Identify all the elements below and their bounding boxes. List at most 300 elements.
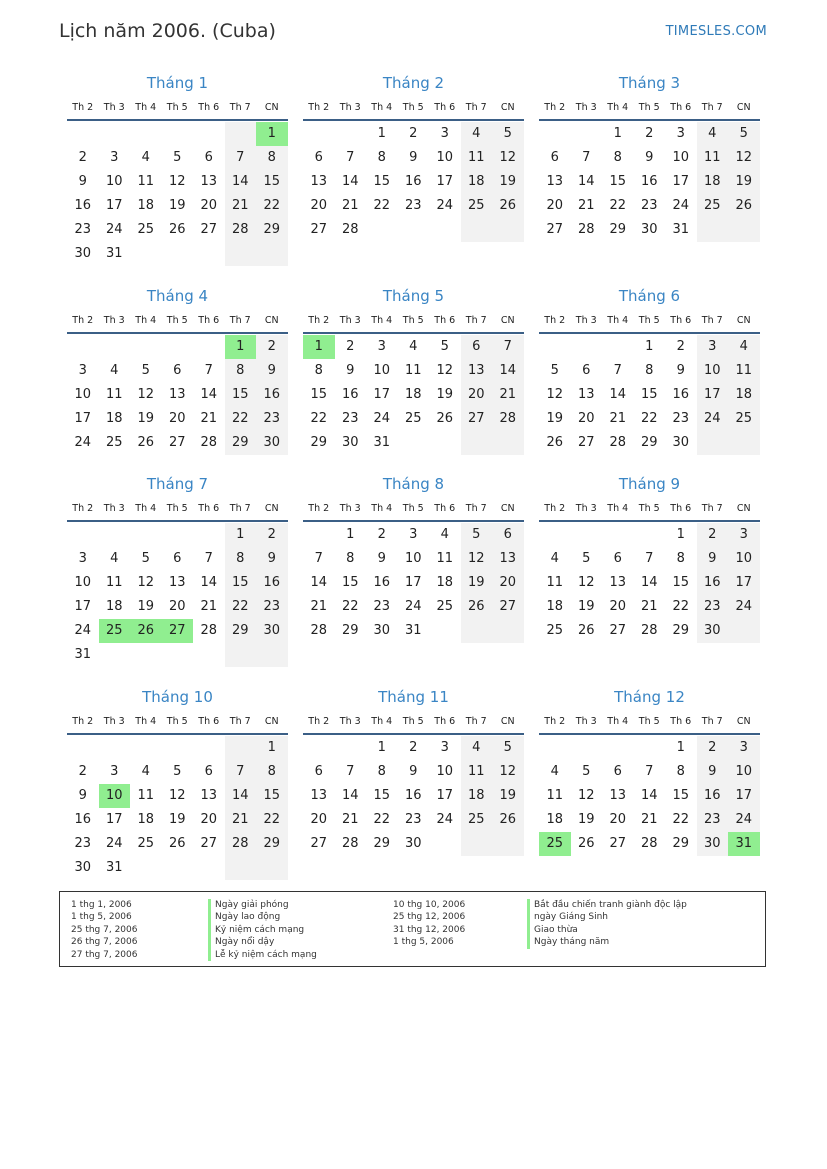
day-cell[interactable]: 7 (225, 760, 257, 784)
day-cell[interactable]: 6 (582, 363, 591, 378)
day-cell[interactable]: 29 (672, 836, 690, 851)
day-cell[interactable]: 4 (110, 363, 119, 378)
day-cell[interactable]: 14 (577, 174, 595, 189)
day-cell[interactable]: 22 (256, 194, 288, 218)
day-cell[interactable]: 13 (200, 788, 218, 803)
day-cell[interactable]: 14 (341, 788, 359, 803)
day-cell[interactable]: 11 (461, 760, 493, 784)
day-cell[interactable]: 14 (640, 788, 658, 803)
day-cell[interactable]: 11 (105, 575, 123, 590)
day-cell[interactable]: 14 (640, 575, 658, 590)
day-cell[interactable]: 15 (256, 784, 288, 808)
day-cell[interactable]: 5 (173, 150, 182, 165)
day-cell[interactable]: 15 (225, 383, 257, 407)
day-cell[interactable]: 18 (546, 812, 564, 827)
day-cell[interactable]: 27 (310, 222, 328, 237)
day-cell[interactable]: 20 (310, 812, 328, 827)
day-cell[interactable]: 8 (676, 764, 685, 779)
day-cell[interactable]: 9 (409, 764, 418, 779)
day-cell[interactable]: 28 (492, 407, 524, 431)
day-cell[interactable]: 26 (436, 411, 454, 426)
day-cell[interactable]: 17 (74, 411, 92, 426)
day-cell[interactable]: 9 (645, 150, 654, 165)
day-cell[interactable]: 12 (577, 788, 595, 803)
day-cell[interactable]: 2 (78, 764, 87, 779)
day-cell[interactable]: 26 (577, 836, 595, 851)
day-cell[interactable]: 3 (440, 126, 449, 141)
day-cell[interactable]: 26 (461, 595, 493, 619)
day-cell[interactable]: 18 (105, 599, 123, 614)
day-cell[interactable]: 17 (373, 387, 391, 402)
day-cell[interactable]: 22 (225, 595, 257, 619)
day-cell[interactable]: 7 (225, 146, 257, 170)
day-cell[interactable]: 5 (492, 122, 524, 146)
day-cell[interactable]: 13 (168, 575, 186, 590)
day-cell[interactable]: 15 (373, 174, 391, 189)
day-cell[interactable]: 28 (225, 218, 257, 242)
day-cell[interactable]: 26 (168, 222, 186, 237)
day-cell[interactable]: 30 (640, 222, 658, 237)
day-cell[interactable]: 1 (645, 339, 654, 354)
day-cell[interactable]: 13 (461, 359, 493, 383)
day-cell[interactable]: 21 (341, 812, 359, 827)
day-cell[interactable]: 7 (204, 551, 213, 566)
day-cell[interactable]: 4 (728, 335, 760, 359)
day-cell[interactable]: 31 (105, 860, 123, 875)
day-cell[interactable]: 5 (582, 764, 591, 779)
day-cell[interactable]: 2 (256, 335, 288, 359)
day-cell[interactable]: 9 (409, 150, 418, 165)
day-cell[interactable]: 31 (373, 435, 391, 450)
day-cell[interactable]: 14 (310, 575, 328, 590)
day-cell[interactable]: 23 (697, 808, 729, 832)
day-cell[interactable]: 27 (546, 222, 564, 237)
day-cell[interactable]: 16 (256, 383, 288, 407)
day-cell[interactable]: 24 (373, 411, 391, 426)
day-cell[interactable]: 28 (200, 623, 218, 638)
day-cell[interactable]: 7 (204, 363, 213, 378)
day-cell[interactable]: 16 (256, 571, 288, 595)
day-cell[interactable]: 20 (492, 571, 524, 595)
day-cell[interactable]: 27 (609, 623, 627, 638)
day-cell[interactable]: 17 (672, 174, 690, 189)
day-cell[interactable]: 23 (74, 836, 92, 851)
day-cell[interactable]: 9 (78, 174, 87, 189)
day-cell[interactable]: 23 (404, 812, 422, 827)
day-cell[interactable]: 1 (377, 740, 386, 755)
day-cell[interactable]: 29 (640, 435, 658, 450)
day-cell[interactable]: 19 (168, 812, 186, 827)
day-cell[interactable]: 9 (78, 788, 87, 803)
day-cell[interactable]: 8 (676, 551, 685, 566)
day-cell[interactable]: 21 (225, 808, 257, 832)
day-cell[interactable]: 11 (461, 146, 493, 170)
day-cell[interactable]: 23 (256, 595, 288, 619)
day-cell[interactable]: 29 (310, 435, 328, 450)
day-cell[interactable]: 3 (728, 736, 760, 760)
day-cell[interactable]: 11 (436, 551, 454, 566)
day-cell[interactable]: 13 (546, 174, 564, 189)
day-cell[interactable]: 1 (346, 527, 355, 542)
day-cell[interactable]: 10 (672, 150, 690, 165)
day-cell[interactable]: 25 (728, 407, 760, 431)
day-cell[interactable]: 9 (256, 547, 288, 571)
day-cell[interactable]: 31 (404, 623, 422, 638)
day-cell[interactable]: 15 (310, 387, 328, 402)
day-cell[interactable]: 13 (200, 174, 218, 189)
day-cell[interactable]: 25 (697, 194, 729, 218)
day-cell[interactable]: 14 (609, 387, 627, 402)
day-cell[interactable]: 3 (409, 527, 418, 542)
day-cell[interactable]: 19 (461, 571, 493, 595)
day-cell[interactable]: 5 (550, 363, 559, 378)
day-cell[interactable]: 27 (168, 435, 186, 450)
day-cell[interactable]: 26 (728, 194, 760, 218)
day-cell[interactable]: 30 (341, 435, 359, 450)
day-cell[interactable]: 31 (105, 246, 123, 261)
day-cell[interactable]: 18 (546, 599, 564, 614)
day-cell[interactable]: 26 (168, 836, 186, 851)
day-cell[interactable]: 30 (74, 246, 92, 261)
day-cell[interactable]: 30 (373, 623, 391, 638)
day-cell[interactable]: 8 (256, 760, 288, 784)
day-cell[interactable]: 23 (373, 599, 391, 614)
day-cell[interactable]: 22 (225, 407, 257, 431)
day-cell[interactable]: 27 (200, 222, 218, 237)
day-cell[interactable]: 20 (609, 599, 627, 614)
day-cell[interactable]: 17 (105, 812, 123, 827)
day-cell[interactable]: 2 (697, 523, 729, 547)
day-cell[interactable]: 4 (461, 736, 493, 760)
day-cell[interactable]: 19 (577, 812, 595, 827)
day-cell[interactable]: 17 (105, 198, 123, 213)
day-cell[interactable]: 24 (74, 435, 92, 450)
day-cell[interactable]: 26 (577, 623, 595, 638)
day-cell[interactable]: 6 (314, 764, 323, 779)
day-cell[interactable]: 23 (640, 198, 658, 213)
day-cell[interactable]: 31 (728, 832, 760, 856)
day-cell[interactable]: 17 (436, 174, 454, 189)
day-cell[interactable]: 12 (461, 547, 493, 571)
day-cell[interactable]: 21 (225, 194, 257, 218)
day-cell[interactable]: 30 (256, 619, 288, 643)
day-cell[interactable]: 18 (697, 170, 729, 194)
day-cell[interactable]: 23 (697, 595, 729, 619)
day-cell[interactable]: 24 (105, 836, 123, 851)
day-cell[interactable]: 16 (697, 784, 729, 808)
day-cell[interactable]: 15 (640, 387, 658, 402)
day-cell[interactable]: 24 (672, 198, 690, 213)
day-cell[interactable]: 13 (310, 788, 328, 803)
day-cell[interactable]: 24 (728, 595, 760, 619)
day-cell[interactable]: 23 (672, 411, 690, 426)
day-cell[interactable]: 3 (110, 764, 119, 779)
day-cell[interactable]: 22 (256, 808, 288, 832)
day-cell[interactable]: 13 (609, 575, 627, 590)
day-cell[interactable]: 3 (110, 150, 119, 165)
day-cell[interactable]: 20 (168, 599, 186, 614)
day-cell[interactable]: 6 (173, 551, 182, 566)
day-cell[interactable]: 11 (137, 788, 155, 803)
day-cell[interactable]: 6 (461, 335, 493, 359)
day-cell[interactable]: 4 (550, 764, 559, 779)
day-cell[interactable]: 29 (672, 623, 690, 638)
day-cell[interactable]: 3 (728, 523, 760, 547)
day-cell[interactable]: 28 (341, 836, 359, 851)
day-cell[interactable]: 21 (310, 599, 328, 614)
day-cell[interactable]: 6 (204, 764, 213, 779)
day-cell[interactable]: 14 (225, 170, 257, 194)
day-cell[interactable]: 28 (225, 832, 257, 856)
day-cell[interactable]: 16 (74, 812, 92, 827)
day-cell[interactable]: 21 (341, 198, 359, 213)
day-cell[interactable]: 14 (341, 174, 359, 189)
day-cell[interactable]: 20 (200, 812, 218, 827)
day-cell[interactable]: 3 (697, 335, 729, 359)
day-cell[interactable]: 30 (404, 836, 422, 851)
day-cell[interactable]: 9 (377, 551, 386, 566)
day-cell[interactable]: 27 (162, 619, 194, 643)
day-cell[interactable]: 12 (436, 363, 454, 378)
day-cell[interactable]: 9 (697, 760, 729, 784)
day-cell[interactable]: 2 (78, 150, 87, 165)
day-cell[interactable]: 7 (582, 150, 591, 165)
day-cell[interactable]: 1 (303, 335, 335, 359)
day-cell[interactable]: 3 (377, 339, 386, 354)
day-cell[interactable]: 22 (609, 198, 627, 213)
day-cell[interactable]: 25 (539, 832, 571, 856)
day-cell[interactable]: 31 (74, 647, 92, 662)
day-cell[interactable]: 27 (310, 836, 328, 851)
day-cell[interactable]: 12 (546, 387, 564, 402)
day-cell[interactable]: 25 (404, 411, 422, 426)
day-cell[interactable]: 14 (200, 387, 218, 402)
day-cell[interactable]: 5 (141, 363, 150, 378)
day-cell[interactable]: 17 (436, 788, 454, 803)
day-cell[interactable]: 3 (676, 126, 685, 141)
day-cell[interactable]: 1 (256, 736, 288, 760)
day-cell[interactable]: 26 (130, 619, 162, 643)
day-cell[interactable]: 11 (105, 387, 123, 402)
day-cell[interactable]: 17 (697, 383, 729, 407)
day-cell[interactable]: 23 (256, 407, 288, 431)
day-cell[interactable]: 25 (461, 194, 493, 218)
day-cell[interactable]: 10 (728, 760, 760, 784)
day-cell[interactable]: 26 (137, 435, 155, 450)
day-cell[interactable]: 3 (78, 551, 87, 566)
day-cell[interactable]: 5 (582, 551, 591, 566)
day-cell[interactable]: 10 (697, 359, 729, 383)
day-cell[interactable]: 11 (137, 174, 155, 189)
day-cell[interactable]: 19 (168, 198, 186, 213)
day-cell[interactable]: 11 (546, 788, 564, 803)
day-cell[interactable]: 26 (492, 194, 524, 218)
day-cell[interactable]: 12 (168, 788, 186, 803)
day-cell[interactable]: 8 (225, 547, 257, 571)
day-cell[interactable]: 30 (672, 435, 690, 450)
day-cell[interactable]: 16 (672, 387, 690, 402)
day-cell[interactable]: 20 (577, 411, 595, 426)
day-cell[interactable]: 17 (728, 571, 760, 595)
day-cell[interactable]: 24 (728, 808, 760, 832)
day-cell[interactable]: 18 (461, 170, 493, 194)
day-cell[interactable]: 13 (577, 387, 595, 402)
day-cell[interactable]: 13 (310, 174, 328, 189)
day-cell[interactable]: 30 (256, 431, 288, 455)
day-cell[interactable]: 7 (645, 551, 654, 566)
day-cell[interactable]: 10 (99, 784, 131, 808)
day-cell[interactable]: 30 (697, 619, 729, 643)
day-cell[interactable]: 16 (341, 387, 359, 402)
day-cell[interactable]: 27 (577, 435, 595, 450)
day-cell[interactable]: 2 (256, 523, 288, 547)
day-cell[interactable]: 24 (404, 599, 422, 614)
day-cell[interactable]: 20 (461, 383, 493, 407)
day-cell[interactable]: 15 (609, 174, 627, 189)
day-cell[interactable]: 18 (728, 383, 760, 407)
day-cell[interactable]: 4 (550, 551, 559, 566)
day-cell[interactable]: 25 (546, 623, 564, 638)
day-cell[interactable]: 11 (546, 575, 564, 590)
day-cell[interactable]: 9 (256, 359, 288, 383)
day-cell[interactable]: 24 (105, 222, 123, 237)
day-cell[interactable]: 1 (676, 527, 685, 542)
day-cell[interactable]: 18 (404, 387, 422, 402)
day-cell[interactable]: 8 (314, 363, 323, 378)
day-cell[interactable]: 15 (225, 571, 257, 595)
day-cell[interactable]: 27 (609, 836, 627, 851)
day-cell[interactable]: 16 (404, 788, 422, 803)
day-cell[interactable]: 24 (697, 407, 729, 431)
day-cell[interactable]: 17 (728, 784, 760, 808)
day-cell[interactable]: 23 (74, 222, 92, 237)
day-cell[interactable]: 21 (577, 198, 595, 213)
day-cell[interactable]: 20 (310, 198, 328, 213)
day-cell[interactable]: 15 (256, 170, 288, 194)
day-cell[interactable]: 1 (256, 122, 288, 146)
day-cell[interactable]: 22 (373, 198, 391, 213)
day-cell[interactable]: 28 (200, 435, 218, 450)
day-cell[interactable]: 6 (173, 363, 182, 378)
day-cell[interactable]: 30 (697, 832, 729, 856)
day-cell[interactable]: 17 (404, 575, 422, 590)
day-cell[interactable]: 22 (373, 812, 391, 827)
day-cell[interactable]: 10 (74, 387, 92, 402)
day-cell[interactable]: 10 (436, 764, 454, 779)
day-cell[interactable]: 7 (613, 363, 622, 378)
day-cell[interactable]: 29 (373, 836, 391, 851)
day-cell[interactable]: 6 (550, 150, 559, 165)
day-cell[interactable]: 13 (609, 788, 627, 803)
day-cell[interactable]: 25 (137, 836, 155, 851)
day-cell[interactable]: 8 (377, 764, 386, 779)
day-cell[interactable]: 20 (200, 198, 218, 213)
day-cell[interactable]: 18 (436, 575, 454, 590)
day-cell[interactable]: 10 (404, 551, 422, 566)
day-cell[interactable]: 10 (436, 150, 454, 165)
day-cell[interactable]: 12 (137, 575, 155, 590)
day-cell[interactable]: 19 (436, 387, 454, 402)
day-cell[interactable]: 22 (672, 599, 690, 614)
day-cell[interactable]: 24 (436, 812, 454, 827)
day-cell[interactable]: 14 (492, 359, 524, 383)
day-cell[interactable]: 24 (74, 623, 92, 638)
day-cell[interactable]: 5 (141, 551, 150, 566)
day-cell[interactable]: 12 (137, 387, 155, 402)
day-cell[interactable]: 1 (225, 335, 257, 359)
day-cell[interactable]: 16 (373, 575, 391, 590)
day-cell[interactable]: 19 (728, 170, 760, 194)
day-cell[interactable]: 1 (377, 126, 386, 141)
day-cell[interactable]: 8 (645, 363, 654, 378)
day-cell[interactable]: 29 (256, 218, 288, 242)
day-cell[interactable]: 16 (697, 571, 729, 595)
day-cell[interactable]: 20 (609, 812, 627, 827)
day-cell[interactable]: 22 (640, 411, 658, 426)
day-cell[interactable]: 23 (341, 411, 359, 426)
day-cell[interactable]: 27 (492, 595, 524, 619)
day-cell[interactable]: 15 (341, 575, 359, 590)
day-cell[interactable]: 16 (640, 174, 658, 189)
day-cell[interactable]: 29 (341, 623, 359, 638)
day-cell[interactable]: 4 (110, 551, 119, 566)
day-cell[interactable]: 15 (672, 788, 690, 803)
day-cell[interactable]: 3 (440, 740, 449, 755)
day-cell[interactable]: 31 (672, 222, 690, 237)
day-cell[interactable]: 28 (640, 623, 658, 638)
day-cell[interactable]: 10 (728, 547, 760, 571)
day-cell[interactable]: 5 (461, 523, 493, 547)
day-cell[interactable]: 12 (492, 760, 524, 784)
day-cell[interactable]: 21 (640, 812, 658, 827)
day-cell[interactable]: 20 (546, 198, 564, 213)
day-cell[interactable]: 11 (404, 363, 422, 378)
day-cell[interactable]: 24 (436, 198, 454, 213)
day-cell[interactable]: 8 (377, 150, 386, 165)
day-cell[interactable]: 4 (697, 122, 729, 146)
day-cell[interactable]: 21 (609, 411, 627, 426)
day-cell[interactable]: 6 (613, 551, 622, 566)
day-cell[interactable]: 14 (200, 575, 218, 590)
day-cell[interactable]: 8 (613, 150, 622, 165)
day-cell[interactable]: 16 (404, 174, 422, 189)
day-cell[interactable]: 28 (310, 623, 328, 638)
day-cell[interactable]: 27 (461, 407, 493, 431)
day-cell[interactable]: 19 (492, 784, 524, 808)
day-cell[interactable]: 29 (256, 832, 288, 856)
day-cell[interactable]: 4 (440, 527, 449, 542)
day-cell[interactable]: 8 (225, 359, 257, 383)
day-cell[interactable]: 19 (137, 599, 155, 614)
day-cell[interactable]: 7 (314, 551, 323, 566)
day-cell[interactable]: 25 (461, 808, 493, 832)
day-cell[interactable]: 2 (676, 339, 685, 354)
day-cell[interactable]: 9 (676, 363, 685, 378)
day-cell[interactable]: 15 (373, 788, 391, 803)
day-cell[interactable]: 28 (640, 836, 658, 851)
day-cell[interactable]: 2 (697, 736, 729, 760)
day-cell[interactable]: 22 (341, 599, 359, 614)
day-cell[interactable]: 4 (141, 764, 150, 779)
day-cell[interactable]: 19 (492, 170, 524, 194)
day-cell[interactable]: 7 (346, 150, 355, 165)
day-cell[interactable]: 30 (74, 860, 92, 875)
brand-link[interactable]: TIMESLES.COM (665, 24, 767, 39)
day-cell[interactable]: 25 (99, 619, 131, 643)
day-cell[interactable]: 29 (609, 222, 627, 237)
day-cell[interactable]: 10 (74, 575, 92, 590)
day-cell[interactable]: 2 (409, 126, 418, 141)
